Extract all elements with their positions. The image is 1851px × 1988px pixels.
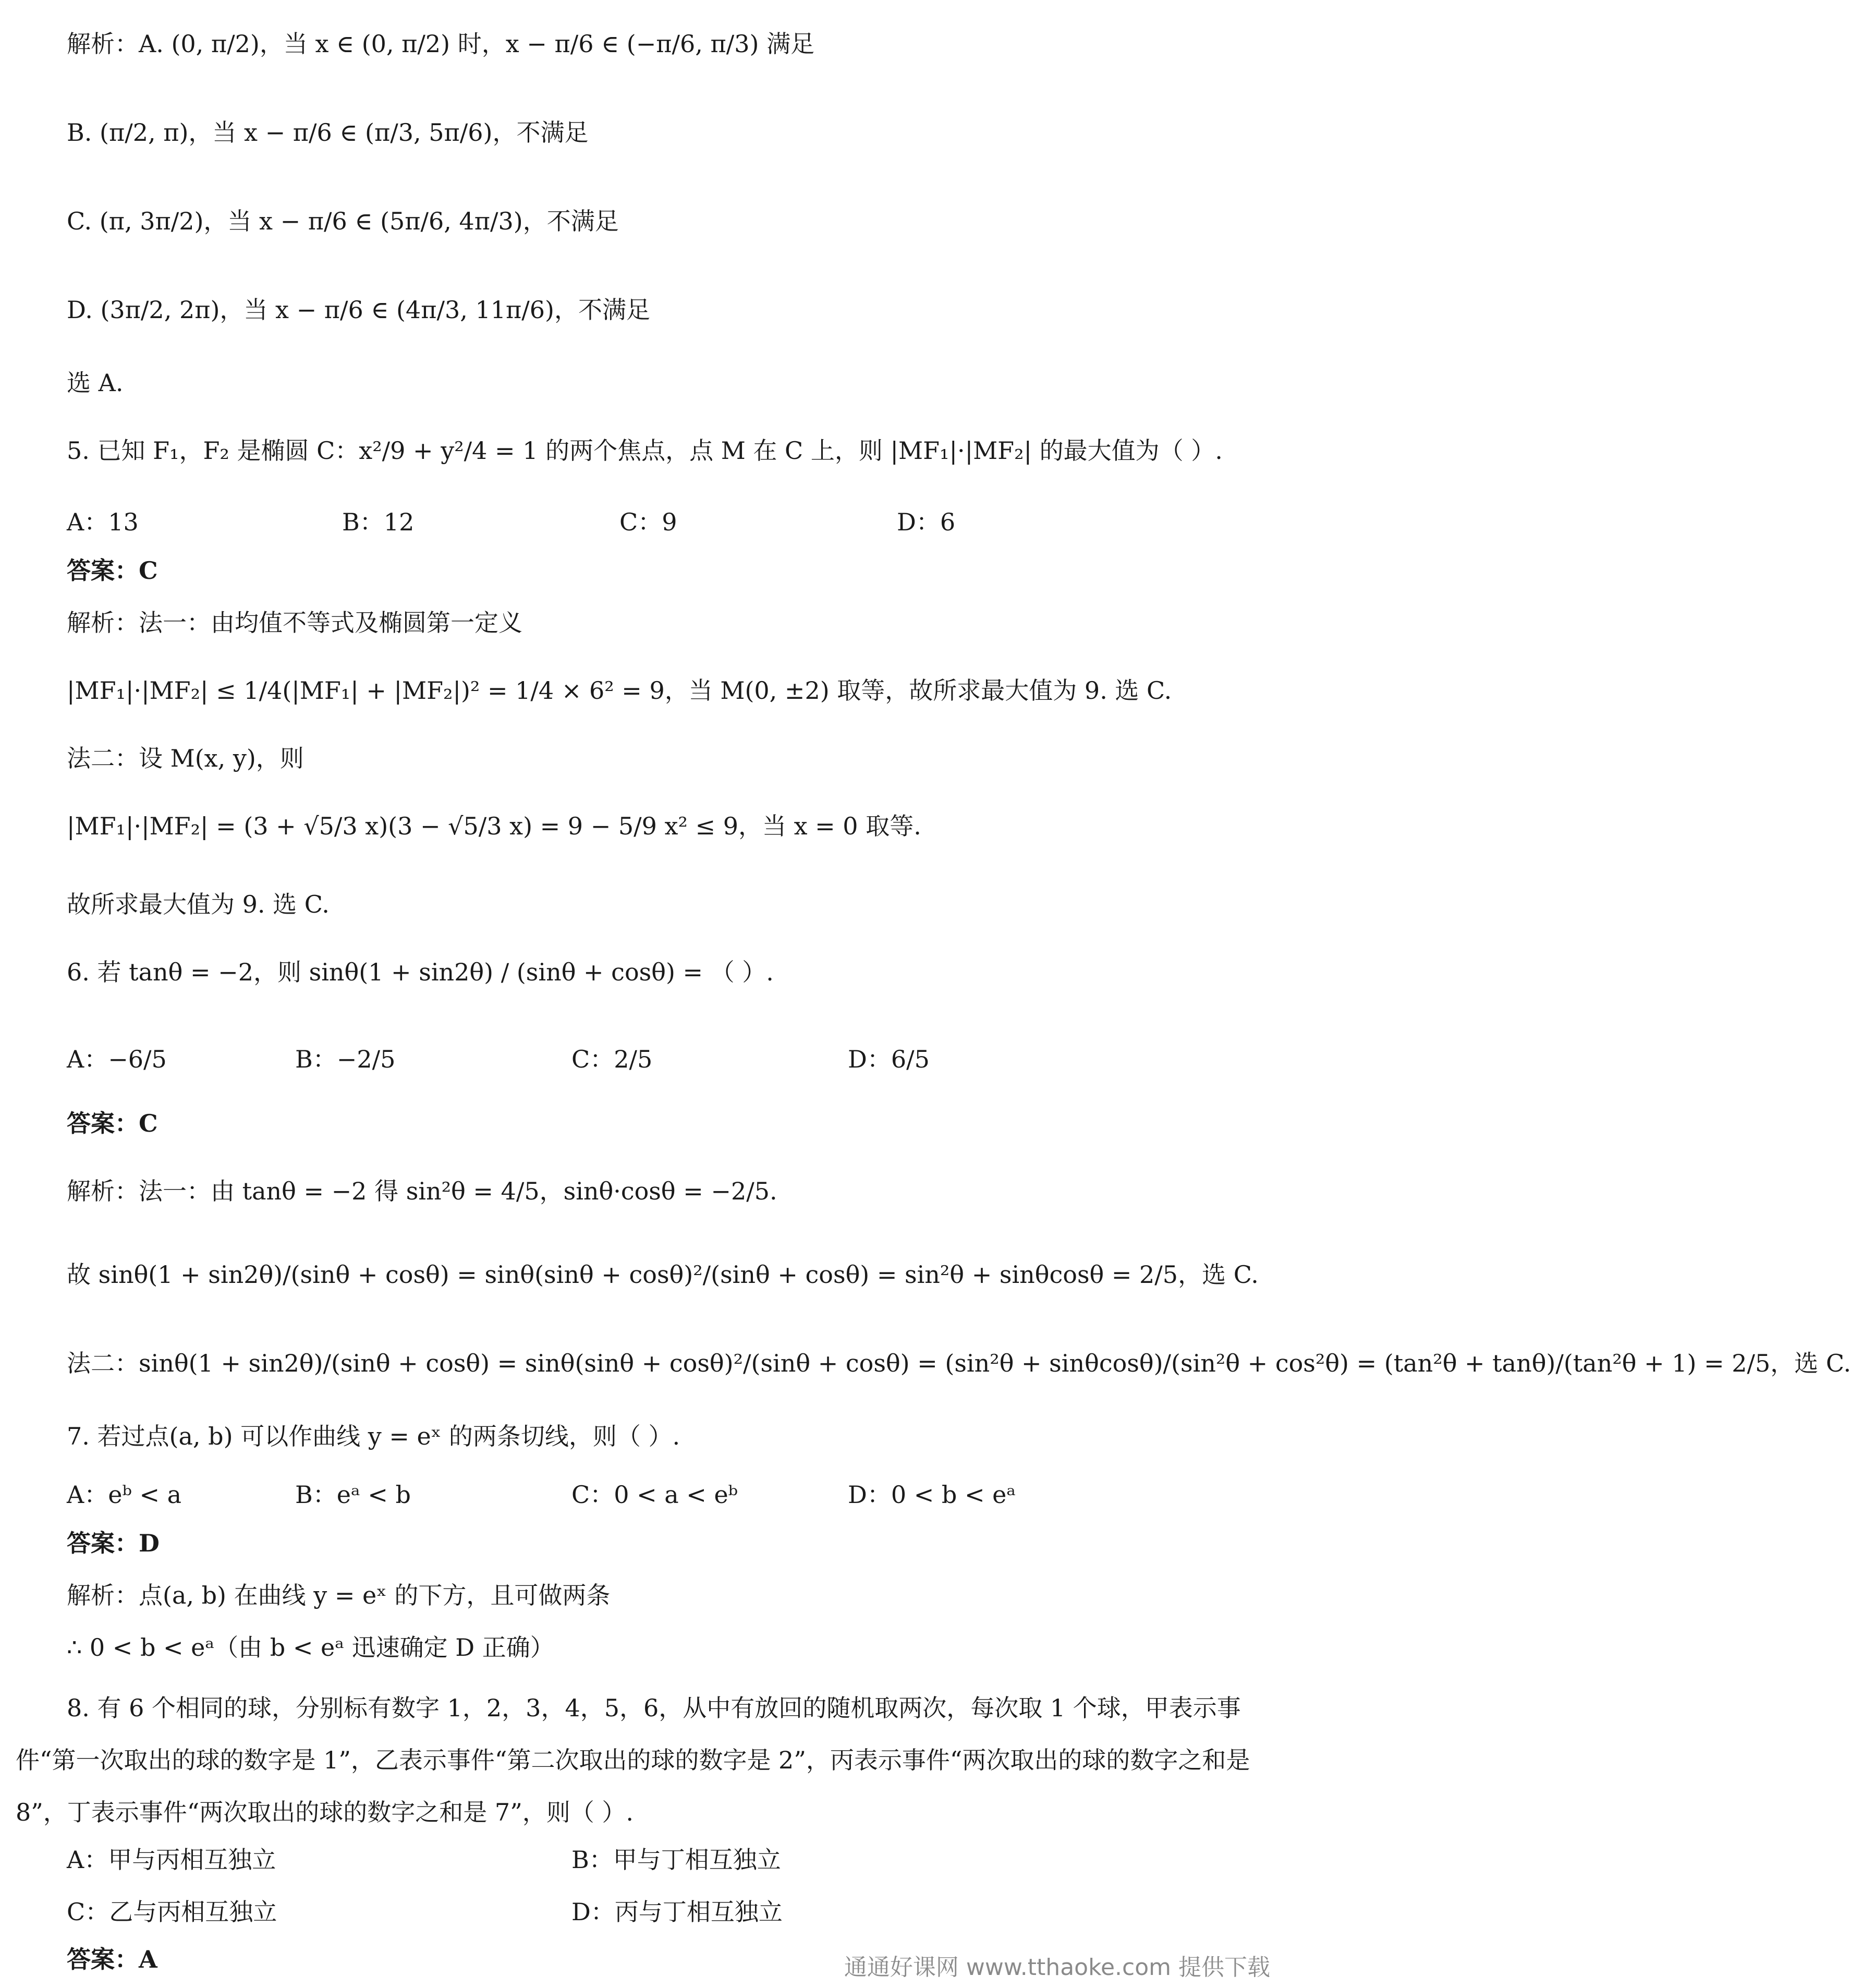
question-8-stem: 8. 有 6 个相同的球，分别标有数字 1，2，3，4，5，6，从中有放回的随机取两次，每次取 1 个球，甲表示事件“第一次取出的球的数字是 1”，乙表示事件“第二次取出的球的数字是 2”，丙表示事件“两次取出的球的数字之和是 8”，丁表示事件“两次取出的球的数字之和是 7”，则（ ）. — [16, 1694, 1250, 1826]
analysis-q4-choice: 选 A. — [67, 369, 124, 397]
q7-option-b: B：eᵃ < b — [295, 1481, 411, 1509]
q8-option-c: C：乙与丙相互独立 — [67, 1898, 277, 1926]
q8-answer: 答案：A — [67, 1945, 157, 1973]
q7-option-a: A：eᵇ < a — [67, 1481, 182, 1509]
question-6-stem: 6. 若 tanθ = −2，则 sinθ(1 + sin2θ) / (sinθ + cosθ) = （ ）. — [67, 958, 774, 986]
q8-option-a: A：甲与丙相互独立 — [67, 1846, 276, 1874]
analysis-q4-line-b: B. (π/2, π)，当 x − π/6 ∈ (π/3, 5π/6)，不满足 — [67, 118, 589, 147]
q8-option-d: D：丙与丁相互独立 — [571, 1898, 783, 1926]
q6-answer: 答案：C — [67, 1109, 158, 1137]
q6-analysis-therefore: 故 sinθ(1 + sin2θ)/(sinθ + cosθ) = sinθ(sinθ + cosθ)²/(sinθ + cosθ) = sin²θ + sinθcosθ = 2/5，选 C. — [67, 1260, 1259, 1289]
analysis-q4-line-c: C. (π, 3π/2)，当 x − π/6 ∈ (5π/6, 4π/3)，不满足 — [67, 207, 619, 235]
q5-answer: 答案：C — [67, 556, 158, 585]
q5-analysis-method1: 解析：法一：由均值不等式及椭圆第一定义 — [67, 609, 522, 637]
q5-option-a: A：13 — [67, 508, 139, 536]
q6-option-d: D：6/5 — [848, 1045, 930, 1073]
analysis-q4-line-d: D. (3π/2, 2π)，当 x − π/6 ∈ (4π/3, 11π/6)，不满足 — [67, 296, 650, 324]
question-7-stem: 7. 若过点(a, b) 可以作曲线 y = eˣ 的两条切线，则（ ）. — [67, 1422, 680, 1450]
q7-option-c: C：0 < a < eᵇ — [571, 1481, 738, 1509]
q6-analysis-method1: 解析：法一：由 tanθ = −2 得 sin²θ = 4/5，sinθ·cosθ = −2/5. — [67, 1177, 777, 1205]
q7-analysis: 解析：点(a, b) 在曲线 y = eˣ 的下方，且可做两条 — [67, 1581, 611, 1609]
watermark: 通通好课网 www.tthaoke.com 提供下载 — [844, 1954, 1270, 1981]
q6-option-b: B：−2/5 — [295, 1045, 396, 1073]
q6-option-a: A：−6/5 — [67, 1045, 167, 1073]
q6-analysis-method2: 法二：sinθ(1 + sin2θ)/(sinθ + cosθ) = sinθ(sinθ + cosθ)²/(sinθ + cosθ) = (sin²θ + sinθcosθ)/(sin²θ + cos²θ) = (tan²θ + tanθ)/(tan²θ + 1) = 2/5，选 C. — [67, 1349, 1851, 1377]
q7-answer: 答案：D — [67, 1529, 160, 1557]
q7-option-d: D：0 < b < eᵃ — [848, 1481, 1016, 1509]
q5-analysis-product: |MF₁|·|MF₂| = (3 + √5/3 x)(3 − √5/3 x) = 9 − 5/9 x² ≤ 9，当 x = 0 取等. — [67, 812, 921, 840]
q5-option-d: D：6 — [897, 508, 956, 536]
q6-option-c: C：2/5 — [571, 1045, 653, 1073]
q5-option-c: C：9 — [619, 508, 677, 536]
analysis-q4-line-a: 解析：A. (0, π/2)，当 x ∈ (0, π/2) 时，x − π/6 ∈ (−π/6, π/3) 满足 — [67, 30, 815, 58]
q8-option-b: B：甲与丁相互独立 — [571, 1846, 781, 1874]
q5-option-b: B：12 — [342, 508, 415, 536]
question-5-stem: 5. 已知 F₁，F₂ 是椭圆 C：x²/9 + y²/4 = 1 的两个焦点，点 M 在 C 上，则 |MF₁|·|MF₂| 的最大值为（ ）. — [67, 437, 1223, 465]
q7-analysis-conclusion: ∴ 0 < b < eᵃ（由 b < eᵃ 迅速确定 D 正确） — [67, 1633, 554, 1662]
q5-analysis-method2: 法二：设 M(x, y)，则 — [67, 744, 304, 772]
q5-analysis-inequality: |MF₁|·|MF₂| ≤ 1/4(|MF₁| + |MF₂|)² = 1/4 × 6² = 9，当 M(0, ±2) 取等，故所求最大值为 9. 选 C. — [67, 676, 1172, 705]
q5-analysis-conclusion: 故所求最大值为 9. 选 C. — [67, 890, 330, 918]
